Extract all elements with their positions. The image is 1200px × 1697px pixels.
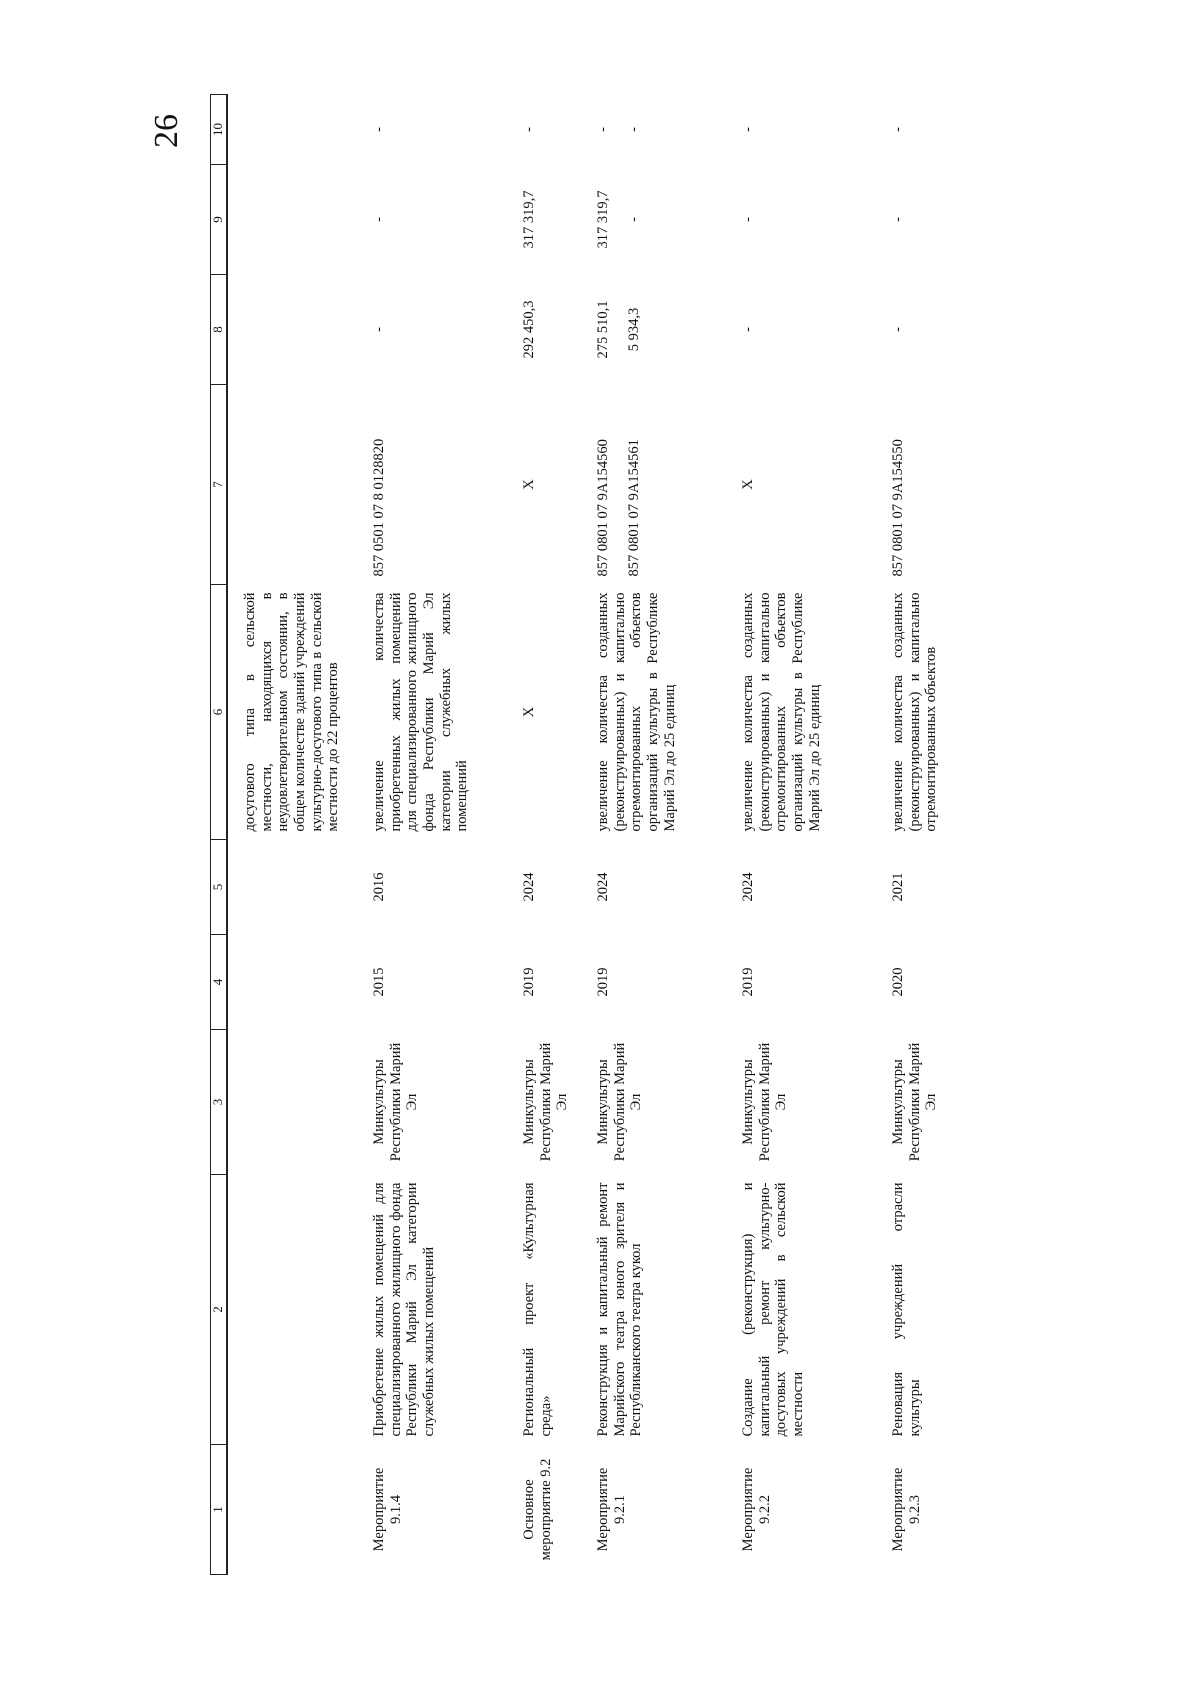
table-row: [227, 95, 357, 1575]
table-row: [581, 95, 726, 1575]
cell-code: 857 0501 07 8 0128820: [370, 438, 387, 577]
cell-id: Мероприятие 9.2.1: [594, 1467, 628, 1552]
cell-id: Мероприятие 9.1.4: [370, 1467, 404, 1552]
cell-executor: Минкультуры Республики Марий Эл: [889, 1042, 940, 1162]
cell-id: [227, 1445, 357, 1575]
cell-name: Региональный проект «Культурная среда»: [520, 1182, 554, 1437]
amount-line: -: [625, 127, 642, 132]
cell-name: Приобретение жилых помещений для специализированного жилищного фонда Республики Марий Эл категории служебных жилых помещений: [370, 1182, 437, 1437]
cell-amount-9: -: [370, 217, 387, 222]
cell-amount-8: -: [739, 327, 756, 332]
cell-id: Мероприятие 9.2.2: [739, 1467, 773, 1552]
page-number: 26: [148, 114, 185, 148]
cell-end: 2016: [370, 872, 387, 902]
amount-line: -: [594, 127, 611, 132]
cell-start: [227, 935, 357, 1030]
cell-start: 2019: [594, 967, 611, 997]
cell-amount-9: 317 319,7: [520, 190, 537, 249]
header-cell: 7: [211, 385, 227, 585]
cell-end: 2024: [594, 872, 611, 902]
cell-end: 2024: [739, 872, 756, 902]
header-cell: 9: [211, 165, 227, 275]
cell-name: [227, 1175, 357, 1445]
cell-executor: Минкультуры Республики Марий Эл: [739, 1042, 790, 1162]
amount-line: 5 934,3: [625, 307, 642, 352]
cell-result: увеличение количества созданных (реконструированных) и капитально отремонтированных объектов организаций культуры в Республике Марий Эл до 25 единиц: [594, 592, 678, 832]
cell-start: 2019: [739, 967, 756, 997]
cell-amount-9: -: [889, 217, 906, 222]
cell-result: увеличение количества созданных (реконструированных) и капитально отремонтированных объектов организаций культуры в Республике Марий Эл до 25 единиц: [739, 592, 823, 832]
cell-id: Мероприятие 9.2.3: [889, 1467, 923, 1552]
cell-amount-9: -: [739, 217, 756, 222]
cell-result: увеличение количества приобретенных жилых помещений для специализированного жилищного фонда Республики Марий Эл категории служебных жилых помещений: [370, 592, 471, 832]
cell-amount-8: [581, 275, 726, 385]
code-line: 857 0801 07 9A154560: [594, 439, 611, 577]
cell-end: 2021: [889, 872, 906, 902]
cell-start: 2020: [889, 967, 906, 997]
cell-name: Реновация учреждений отрасли культуры: [889, 1182, 923, 1437]
cell-code: X: [520, 479, 537, 490]
cell-amount-8: [227, 275, 357, 385]
table-row: [876, 95, 986, 1575]
cell-amount-10: -: [370, 127, 387, 132]
cell-amount-9: [227, 165, 357, 275]
cell-amount-10: [227, 95, 357, 165]
cell-end: 2024: [520, 872, 537, 902]
header-cell: 8: [211, 275, 227, 385]
cell-amount-8: 292 450,3: [520, 300, 537, 359]
cell-executor: [227, 1030, 357, 1175]
table-row: [726, 95, 876, 1575]
cell-end: [227, 840, 357, 935]
cell-amount-9: [581, 165, 726, 275]
amount-line: 275 510,1: [594, 300, 611, 359]
header-cell: 2: [211, 1175, 227, 1445]
cell-start: 2019: [520, 967, 537, 997]
cell-start: 2015: [370, 967, 387, 997]
cell-amount-8: -: [889, 327, 906, 332]
code-line: 857 0801 07 9A154561: [625, 439, 642, 577]
cell-result: увеличение количества созданных (реконструированных) и капитально отремонтированных объектов: [889, 592, 940, 832]
cell-result: досугового типа в сельской местности, находящихся в неудовлетворительном состоянии, в общем количестве зданий учреждений культурно-досугового типа в сельской местности до 22 процентов: [241, 592, 342, 832]
amount-line: 317 319,7: [594, 190, 611, 249]
cell-code: X: [739, 479, 756, 490]
header-cell: 6: [211, 585, 227, 840]
cell-executor: Минкультуры Республики Марий Эл: [594, 1042, 645, 1162]
cell-amount-8: -: [370, 327, 387, 332]
cell-amount-10: -: [520, 127, 537, 132]
program-table: [210, 94, 986, 1575]
amount-line: -: [625, 217, 642, 222]
cell-id: Основное мероприятие 9.2: [520, 1458, 554, 1561]
cell-amount-10: -: [739, 127, 756, 132]
header-cell: 3: [211, 1030, 227, 1175]
cell-code: [227, 385, 357, 585]
cell-amount-10: [581, 95, 726, 165]
cell-code: [581, 385, 726, 585]
cell-result: X: [520, 706, 537, 718]
header-row: [211, 95, 227, 1575]
rotated-table-container: [210, 95, 1040, 1575]
cell-executor: Минкультуры Республики Марий Эл: [520, 1042, 571, 1162]
cell-name: Создание (реконструкция) и капитальный ремонт культурно-досуговых учреждений в сельской местности: [739, 1182, 806, 1437]
table-row: [357, 95, 507, 1575]
header-cell: 4: [211, 935, 227, 1030]
cell-executor: Минкультуры Республики Марий Эл: [370, 1042, 421, 1162]
cell-code: 857 0801 07 9A154550: [889, 439, 906, 577]
header-cell: 5: [211, 840, 227, 935]
table-row: [507, 95, 581, 1575]
cell-amount-10: -: [889, 127, 906, 132]
cell-name: Реконструкция и капитальный ремонт Марийского театра юного зрителя и Республиканского театра кукол: [594, 1182, 645, 1437]
header-cell: 1: [211, 1445, 227, 1575]
header-cell: 10: [211, 95, 227, 165]
